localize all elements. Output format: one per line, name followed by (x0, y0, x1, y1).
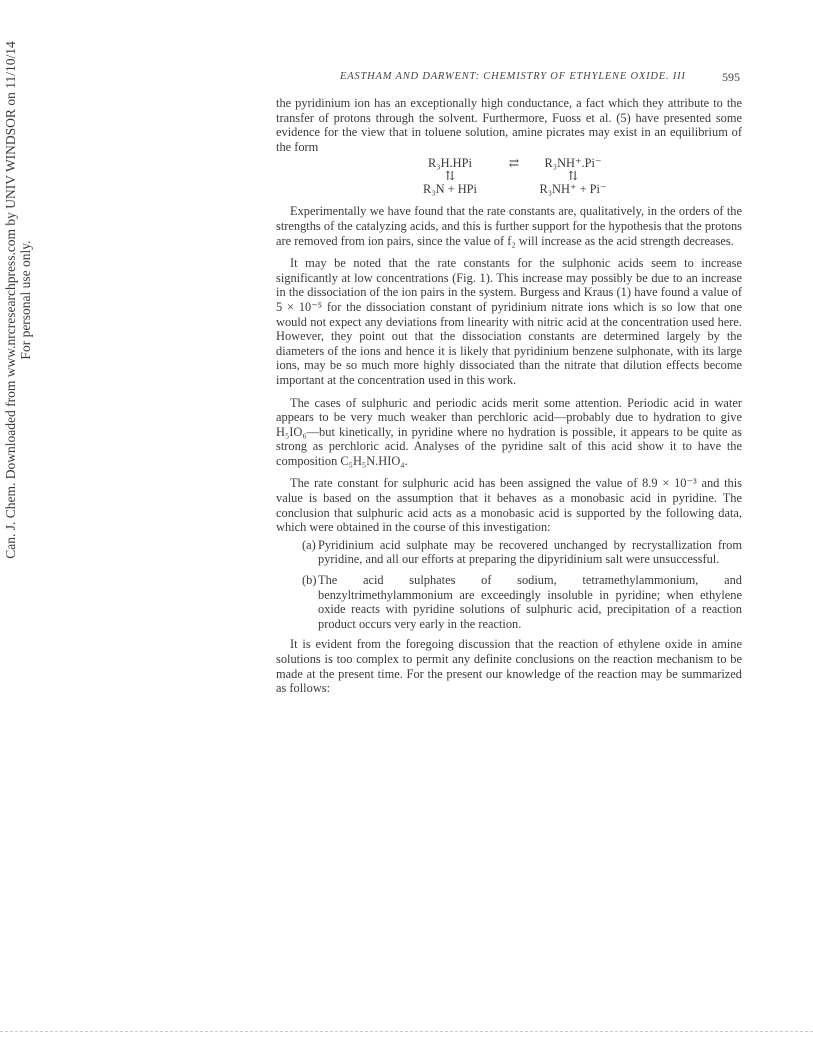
paragraph: The rate constant for sulphuric acid has been assigned the value of 8.9 × 10⁻³ and this value is based on the assumption that it behaves as a monobasic acid in pyridine. The conclusion that sulphuric acid acts as a monobasic acid is supported by the following data, which were obtained in the course of this investigation: (276, 476, 742, 535)
download-watermark (3, 0, 33, 610)
paragraph: The cases of sulphuric and periodic acids merit some attention. Periodic acid in water appears to be very much weaker than perchloric acid—probably due to hydration to give H₅IO₆—but kinetically, in pyridine where no hydration is possible, it appears to be quite as strong as perchloric acid. Analyses of the pyridine salt of this acid show it to have the composition C₅H₅N.HIO₄. (276, 395, 742, 468)
list-label: (b) (302, 573, 317, 588)
page-number: 595 (722, 70, 740, 84)
watermark-line-2: For personal use only. (18, 240, 33, 360)
list-text: Pyridinium acid sulphate may be recovered unchanged by recrystallization from pyridine, and all our efforts at preparing the dipyridinium salt were unsuccessful. (318, 537, 742, 567)
article-body (276, 96, 742, 704)
list-text: The acid sulphates of sodium, tetramethylammonium, and benzyltrimethylammonium are exceedingly insoluble in pyridine; when ethylene oxide reacts with pyridine solutions of sulphuric acid, precipitation of a reaction product occurs very early in the reaction. (318, 573, 742, 631)
paragraph: It is evident from the foregoing discussion that the reaction of ethylene oxide in amine solutions is too complex to permit any definite conclusions on the reaction mechanism to be made at the present time. For the present our knowledge of the reaction may be summarized as follows: (276, 637, 742, 696)
eq-term: R₃NH⁺.Pi⁻ (544, 156, 602, 171)
eq-term: R₃NH⁺ + Pi⁻ (539, 182, 607, 197)
eq-arrow: ⇅ (567, 169, 579, 184)
list-label: (a) (302, 537, 316, 552)
paragraph: It may be noted that the rate constants for the sulphonic acids seem to increase significantly at low concentrations (Fig. 1). This increase may possibly be due to an increase in the dissociation of the ion pairs in the system. Burgess and Kraus (1) have found a value of 5 × 10⁻⁵ for the dissociation constant of pyridinium nitrate ions which is so low that one would not expect any deviations from linearity with nitric acid at the concentration used here. However, they point out that the dissociation constants are determined largely by the diameters of the ions and hence it is likely that pyridinium benzene sulphonate, with its large ions, may be so much more highly dissociated than the nitrate that dilution effects become important at the concentration used in this work. (276, 256, 742, 387)
equilibrium-equation (276, 157, 742, 196)
list-item (302, 573, 742, 631)
page-bottom-divider (0, 1031, 813, 1032)
eq-arrow: ⇅ (444, 169, 456, 184)
paragraph: the pyridinium ion has an exceptionally high conductance, a fact which they attribute to the transfer of protons through the solvent. Furthermore, Fuoss et al. (5) have presented some evidence for the view that in toluene solution, amine picrates may exist in an equilibrium of the form (276, 96, 742, 154)
paragraph: Experimentally we have found that the rate constants are, qualitatively, in the orders of the strengths of the catalyzing acids, and this is further support for the hypothesis that the protons are removed from ion pairs, since the value of f₂ will increase as the acid strength decreases. (276, 204, 742, 248)
eq-arrow: ⇄ (508, 156, 520, 171)
eq-spacer (500, 170, 528, 183)
eq-spacer (500, 183, 528, 196)
watermark-line-1: Can. J. Chem. Downloaded from www.nrcresearchpress.com by UNIV WINDSOR on 11/10/14 (3, 41, 18, 559)
list-item (302, 538, 742, 567)
eq-term: R₃H.HPi (428, 156, 472, 171)
running-title: EASTHAM AND DARWENT: CHEMISTRY OF ETHYLENE OXIDE. III (340, 71, 686, 82)
eq-term: R₃N + HPi (423, 182, 477, 197)
